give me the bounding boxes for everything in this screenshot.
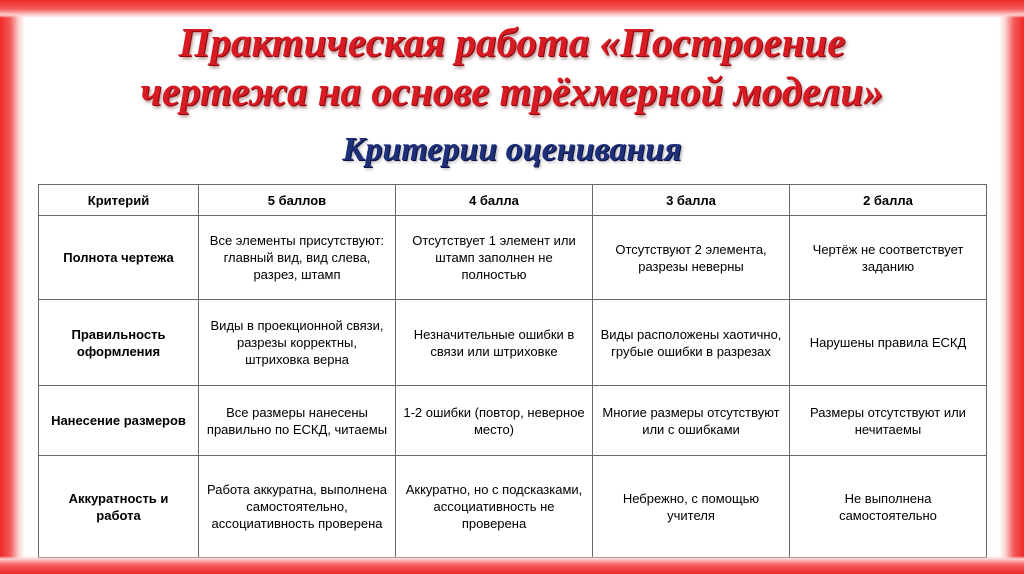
table-header-row bbox=[39, 185, 987, 216]
criterion-cell: Аккуратность и работа bbox=[39, 456, 199, 558]
criterion-cell: Нанесение размеров bbox=[39, 386, 199, 456]
score-cell: Нарушены правила ЕСКД bbox=[790, 300, 987, 386]
score-cell: Аккуратно, но с подсказками, ассоциативность не проверена bbox=[396, 456, 593, 558]
score-cell: Отсутствует 1 элемент или штамп заполнен не полностью bbox=[396, 216, 593, 300]
table-row bbox=[39, 216, 987, 300]
score-cell: 1-2 ошибки (повтор, неверное место) bbox=[396, 386, 593, 456]
table-row bbox=[39, 300, 987, 386]
score-cell: Все элементы присутствуют: главный вид, вид слева, разрез, штамп bbox=[199, 216, 396, 300]
table-row bbox=[39, 456, 987, 558]
score-cell: Виды расположены хаотично, грубые ошибки в разрезах bbox=[593, 300, 790, 386]
score-cell: Небрежно, с помощью учителя bbox=[593, 456, 790, 558]
header-2-points: 2 балла bbox=[790, 185, 987, 216]
header-4-points: 4 балла bbox=[396, 185, 593, 216]
score-cell: Отсутствуют 2 элемента, разрезы неверны bbox=[593, 216, 790, 300]
score-cell: Не выполнена самостоятельно bbox=[790, 456, 987, 558]
score-cell: Многие размеры отсутствуют или с ошибками bbox=[593, 386, 790, 456]
criterion-cell: Полнота чертежа bbox=[39, 216, 199, 300]
header-criterion: Критерий bbox=[39, 185, 199, 216]
score-cell: Виды в проекционной связи, разрезы корректны, штриховка верна bbox=[199, 300, 396, 386]
slide-title bbox=[0, 18, 1024, 116]
score-cell: Все размеры нанесены правильно по ЕСКД, читаемы bbox=[199, 386, 396, 456]
title-line-2: чертежа на основе трёхмерной модели» bbox=[140, 68, 884, 114]
header-3-points: 3 балла bbox=[593, 185, 790, 216]
slide-subtitle: Критерии оценивания bbox=[342, 131, 682, 168]
table-row bbox=[39, 386, 987, 456]
criterion-cell: Правильность оформления bbox=[39, 300, 199, 386]
score-cell: Незначительные ошибки в связи или штриховке bbox=[396, 300, 593, 386]
criteria-table bbox=[38, 184, 987, 558]
score-cell: Размеры отсутствуют или нечитаемы bbox=[790, 386, 987, 456]
score-cell: Чертёж не соответствует заданию bbox=[790, 216, 987, 300]
score-cell: Работа аккуратна, выполнена самостоятельно, ассоциативность проверена bbox=[199, 456, 396, 558]
header-5-points: 5 баллов bbox=[199, 185, 396, 216]
title-line-1: Практическая работа «Построение bbox=[178, 19, 846, 65]
